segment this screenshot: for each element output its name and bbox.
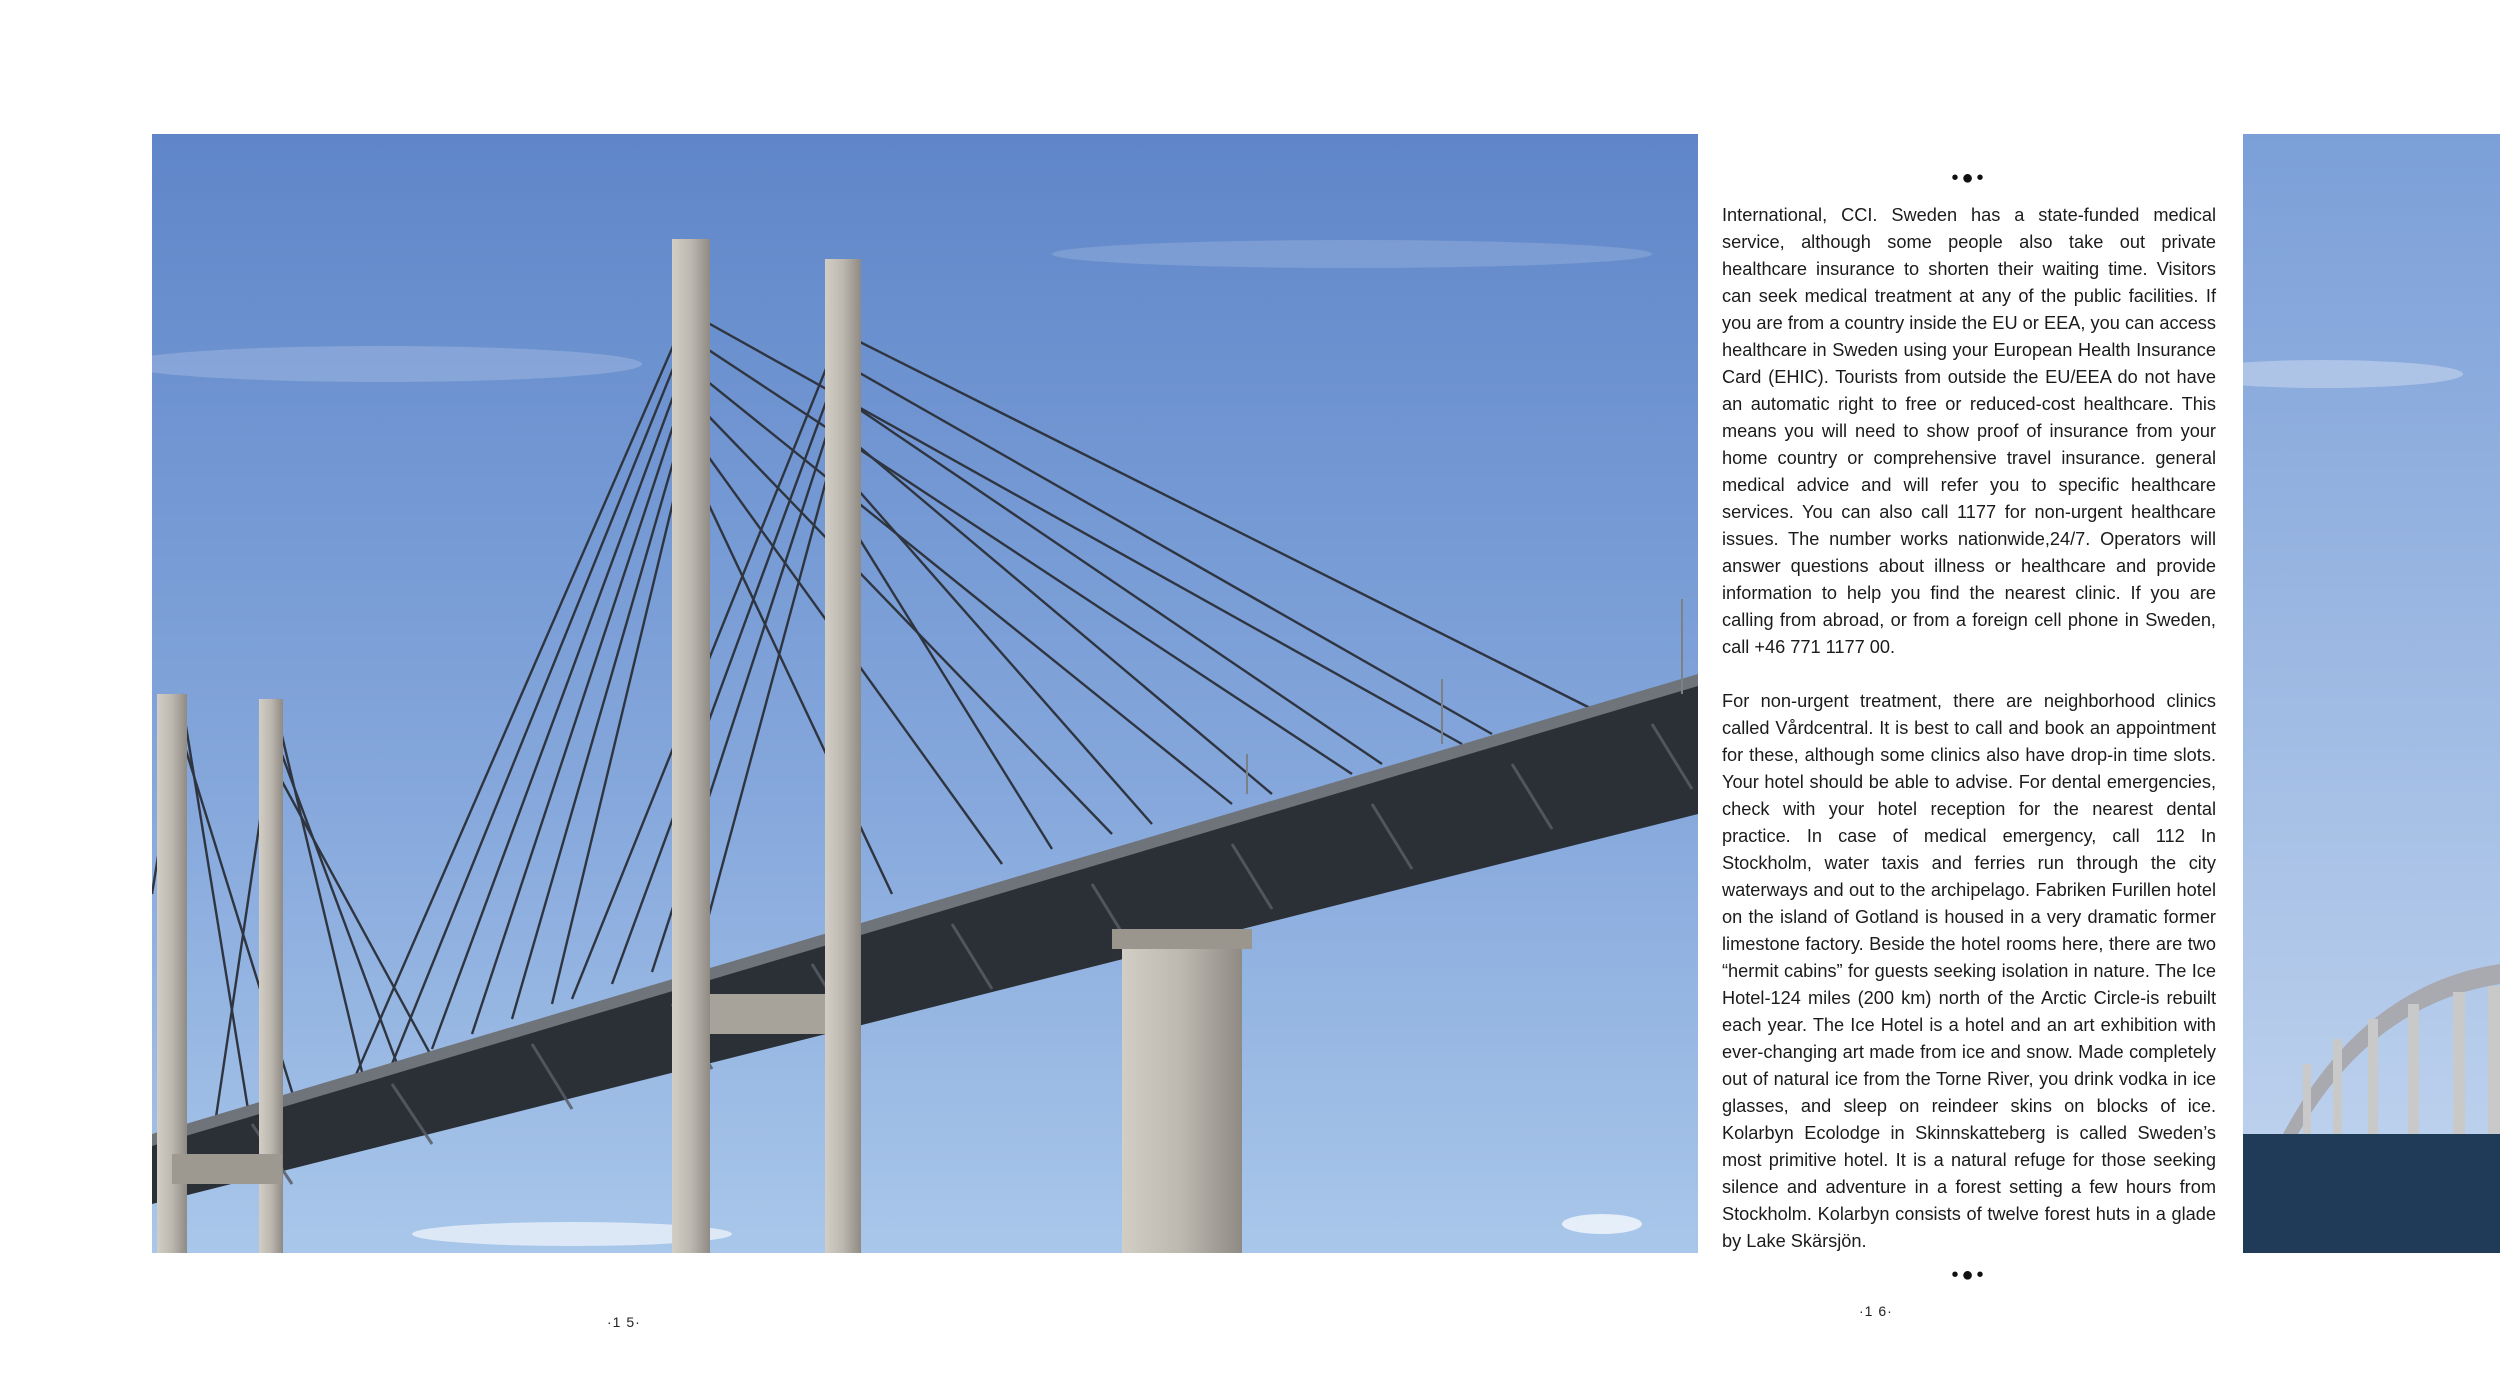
- bridge-sea-illustration: [2243, 134, 2500, 1253]
- bridge-pylon: [825, 259, 861, 1253]
- sea: [2243, 1134, 2500, 1253]
- page-number-right: ·1 6·: [1859, 1303, 1893, 1319]
- page-number-left: ·1 5·: [607, 1314, 641, 1330]
- bridge-illustration: [152, 134, 1698, 1253]
- ornament-bottom: •●•: [1951, 1264, 1987, 1286]
- bridge-pylon: [672, 239, 710, 1253]
- ornament-top: •●•: [1951, 167, 1987, 189]
- paragraph: For non-urgent treatment, there are neighborhood clinics called Vårdcentral. It is best to call and book an appointment for these, although some clinics also have drop-in time slots. Your hotel should be able to advise. For dental emergencies, check with your hotel reception for the nearest dental practice. In case of medical emergency, call 112 In Stockholm, water taxis and ferries run through the city waterways and out to the archipelago. Fabriken Furillen hotel on the island of Gotland is housed in a very dramatic former limestone factory. Beside the hotel rooms here, there are two “hermit cabins” for guests seeking isolation in nature. The Ice Hotel-124 miles (200 km) north of the Arctic Circle-is rebuilt each year. The Ice Hotel is a hotel and an art exhibition with ever-changing art made from ice and snow. Made completely out of natural ice from the Torne River, you drink vodka in ice glasses, and sleep on reindeer skins on blocks of ice. Kolarbyn Ecolodge in Skinnskatteberg is called Sweden’s most primitive hotel. It is a natural refuge for those seeking silence and adventure in a forest setting a few hours from Stockholm. Kolarbyn consists of twelve forest huts in a glade by Lake Skärsjön.: [1722, 691, 2216, 1251]
- article-text-column: [1722, 168, 2216, 1285]
- bridge-pier: [1122, 934, 1242, 1253]
- next-page-photo: [2243, 134, 2500, 1253]
- bridge-photo: [152, 134, 1698, 1253]
- paragraph: International, CCI. Sweden has a state-funded medical service, although some people also take out private healthcare insurance to shorten their waiting time. Visitors can seek medical treatment at any of the public facilities. If you are from a country inside the EU or EEA, you can access healthcare in Sweden using your European Health Insurance Card (EHIC). Tourists from outside the EU/EEA do not have an automatic right to free or reduced-cost healthcare. This means you will need to show proof of insurance from your home country or comprehensive travel insurance. general medical advice and will refer you to specific healthcare services. You can also call 1177 for non-urgent healthcare issues. The number works nationwide,24/7. Operators will answer questions about illness or healthcare and provide information to help you find the nearest clinic. If you are calling from abroad, or from a foreign cell phone in Sweden, call +46 771 1177 00.: [1722, 205, 2216, 657]
